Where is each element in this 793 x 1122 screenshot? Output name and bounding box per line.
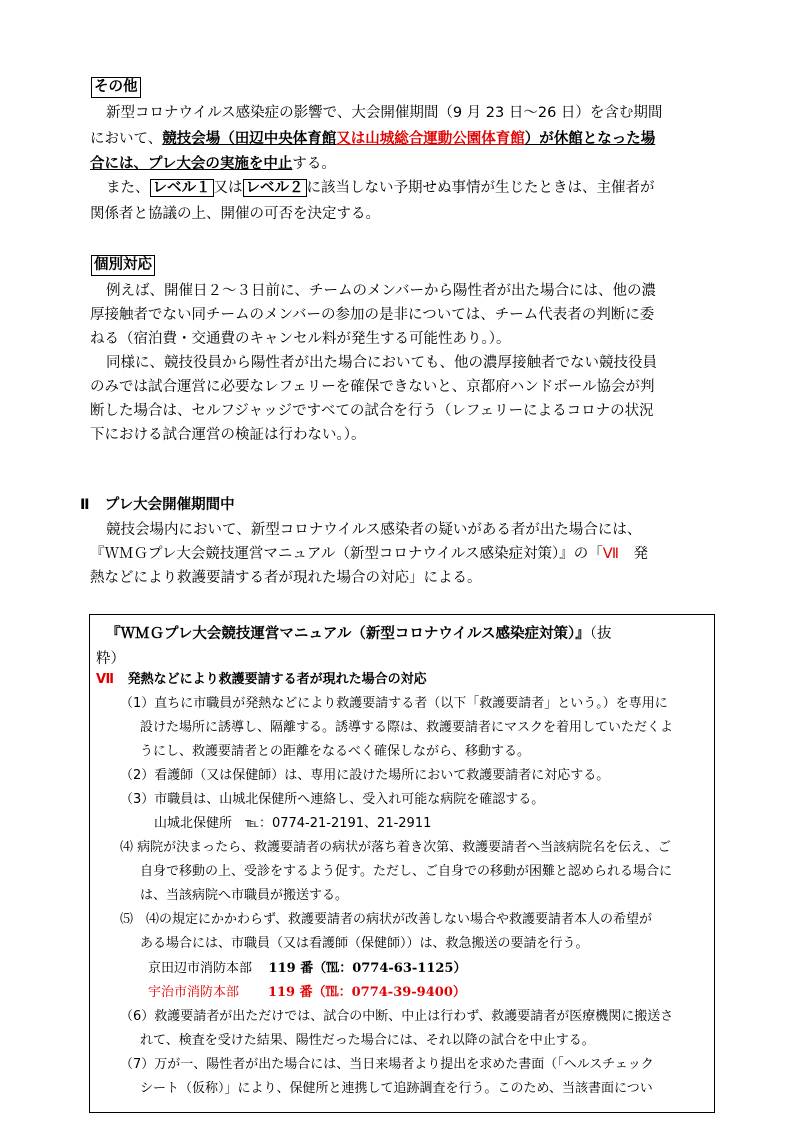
sono-ta-heading: その他: [91, 77, 141, 98]
kobetsu-line: 例えば、開催日２〜３日前に、チームのメンバーから陽性者が出た場合には、他の濃: [106, 283, 656, 299]
item7-line: （7）万が一、陽性者が出た場合には、当日来場者より提出を求めた書面（「ヘルスチェック: [120, 1057, 654, 1072]
section2-line3: 熱などにより救護要請する者が現れた場合の対応」による。: [90, 570, 482, 586]
item1-line: （1）直ちに市職員が発熱などにより救護要請する者（以下「救護要請者」という。）を専用に: [120, 696, 668, 711]
venue-name: 競技会場（田辺中央体育館: [162, 131, 337, 147]
fire1-number: 119 番（℡：0774-63-1125）: [268, 961, 467, 976]
section2-ref-numeral: Ⅶ: [602, 546, 619, 562]
kobetsu-line: 厚接触者でない同チームのメンバーの参加の是非については、チーム代表者の判断に委: [90, 307, 655, 323]
kobetsu-line: 断した場合は、セルフジャッジですべての試合を行う（レフェリーによるコロナの状況: [90, 403, 654, 419]
hokenjo-contact: 山城北保健所 ℡：0774-21-2191、21-2911: [154, 816, 432, 831]
p2-post: に該当しない予期せぬ事情が生じたときは、主催者が: [306, 180, 655, 196]
item5-line: ある場合には、市職員（又は看護師（保健師））は、救急搬送の要請を行う。: [140, 936, 589, 951]
fire-dept-kyotanabe: [148, 960, 466, 978]
kobetsu-line: 下における試合運営の検証は行わない。）。: [90, 427, 366, 443]
item1-line: うにし、救護要請者との距離をなるべく確保しながら、移動する。: [140, 744, 531, 759]
level1-badge: レベル１: [150, 179, 214, 197]
fire1-name: 京田辺市消防本部: [148, 961, 253, 976]
sono-ta-p1-line2: [90, 130, 655, 149]
item4-line: は、当該病院へ市職員が搬送する。: [140, 888, 349, 903]
item7-line: シート（仮称）」により、保健所と連携して追跡調査を行う。このため、当該書面につい: [140, 1081, 653, 1096]
p2-mid: 又は: [213, 180, 243, 196]
excerpt-sub-title: 発熱などにより救護要請する者が現れた場合の対応: [127, 672, 427, 687]
section2-title: プレ大会開催期間中: [104, 497, 235, 513]
excerpt-sub-numeral: Ⅶ: [96, 672, 115, 687]
p1-line3-end: する。: [292, 156, 336, 172]
kobetsu-heading: 個別対応: [91, 255, 155, 276]
section2-line2-post: 発: [618, 546, 648, 562]
fire-dept-uji: [148, 984, 466, 1002]
sono-ta-p1-line3: [90, 155, 336, 174]
item4-line: 自身で移動の上、受診をするよう促す。ただし、ご自身での移動が困難と認められる場合に: [140, 864, 672, 879]
p2-pre: また、: [106, 180, 150, 196]
kobetsu-line: のみでは試合運営に必要なレフェリーを確保できないと、京都府ハンドボール協会が判: [90, 379, 655, 395]
excerpt-title-line2: 粋）: [96, 651, 125, 667]
p1-line2-post: ）が休館となった場: [524, 131, 656, 147]
level2-badge: レベル２: [243, 179, 307, 197]
section2-line2-pre: 『ＷＭＧプレ大会競技運営マニュアル（新型コロナウイルス感染症対策）』の「: [90, 546, 603, 562]
item1-line: 設けた場所に誘導し、隔離する。誘導する際は、救護要請者にマスクを着用していただくよ: [140, 720, 674, 735]
excerpt-title-tail: （抜: [589, 626, 612, 642]
excerpt-title-bold: 『ＷＭＧプレ大会競技運営マニュアル（新型コロナウイルス感染症対策）』: [106, 626, 590, 642]
item2-line: （2）看護師（又は保健師）は、専用に設けた場所において救護要請者に対応する。: [120, 768, 610, 783]
item5-line: ⑸ ⑷の規定にかかわらず、救護要請者の病状が改善しない場合や救護要請者本人の希望が: [120, 912, 652, 927]
kobetsu-line: 同様に、競技役員から陽性者が出た場合においても、他の濃厚接触者でない競技役員: [106, 355, 657, 371]
item6-line: （6）救護要請者が出ただけでは、試合の中断、中止は行わず、救護要請者が医療機関に搬送さ: [120, 1009, 674, 1024]
cancel-statement: 合には、プレ大会の実施を中止: [90, 156, 293, 172]
fire2-name: 宇治市消防本部: [148, 985, 240, 1000]
item6-line: れて、検査を受けた結果、陽性だった場合には、それ以降の試合を中止する。: [140, 1033, 595, 1048]
sono-ta-p2-line2: 関係者と協議の上、開催の可否を決定する。: [90, 206, 380, 222]
manual-excerpt-box: [89, 614, 715, 1113]
kobetsu-line: ねる（宿泊費・交通費のキャンセル料が発生する可能性あり。）。: [90, 331, 511, 347]
item4-line: ⑷ 病院が決まったら、救護要請者の病状が落ち着き次第、救護要請者へ当該病院名を伝え、ご: [120, 840, 671, 855]
alt-venue-name: 又は山城総合運動公園体育館: [336, 131, 525, 147]
excerpt-subheading: [96, 671, 427, 689]
fire2-number: 119 番（℡：0774-39-9400）: [267, 985, 466, 1000]
section2-numeral: Ⅱ: [80, 497, 90, 513]
section2-line1: 競技会場内において、新型コロナウイルス感染者の疑いがある者が出た場合には、: [106, 522, 642, 538]
section2-line2: [90, 545, 648, 564]
sono-ta-p1-line1: 新型コロナウイルス感染症の影響で、大会開催期間（9 月 23 日〜26 日）を含む期間: [106, 105, 663, 121]
item3-line: （3）市職員は、山城北保健所へ連絡し、受入れ可能な病院を確認する。: [120, 792, 545, 807]
excerpt-title: [106, 625, 611, 644]
section2-heading: [80, 496, 235, 515]
sono-ta-p2-line1: [106, 179, 655, 198]
p1-line2-pre: において、: [90, 131, 163, 147]
